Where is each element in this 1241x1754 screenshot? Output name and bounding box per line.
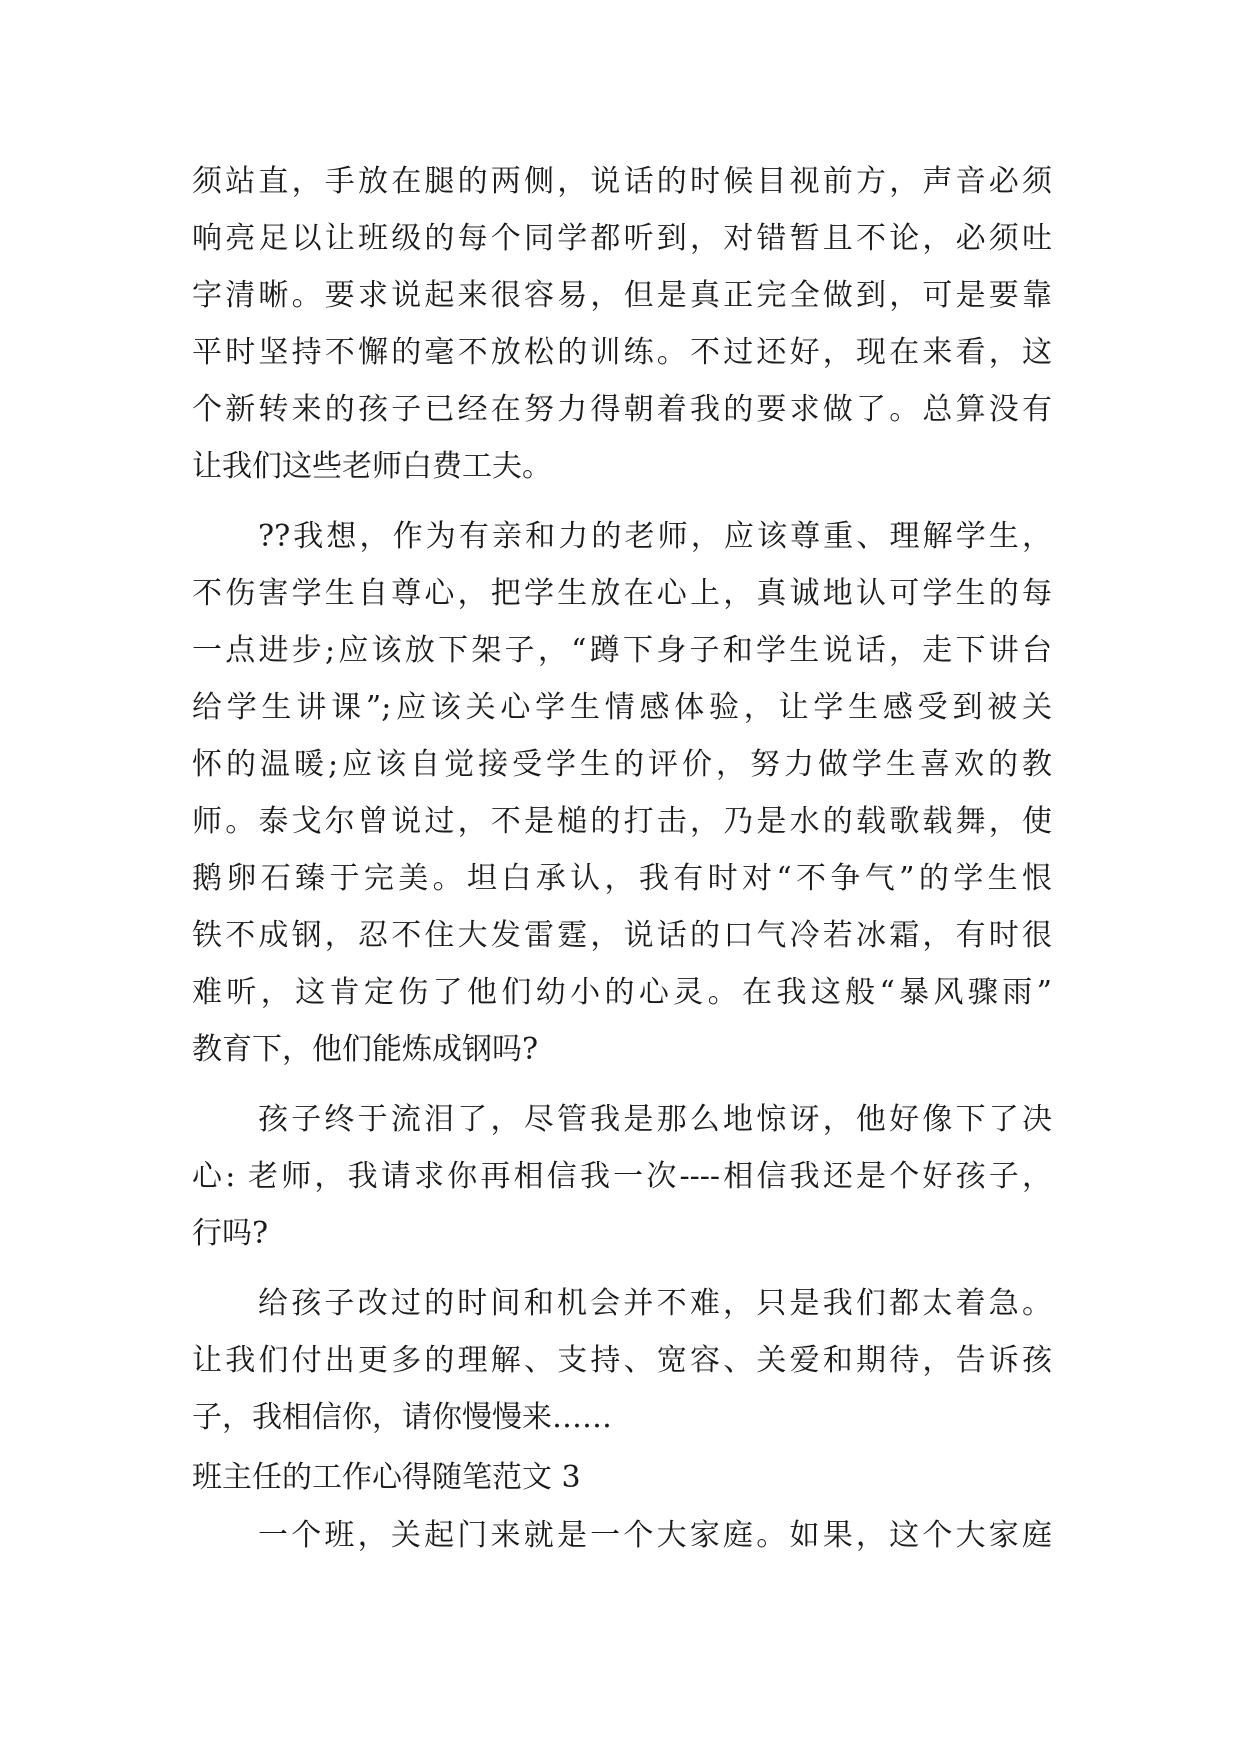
paragraph-first-line: ??我想，作为有亲和力的老师，应该尊重、理解学生， (258, 519, 1052, 554)
text-line: 难听，这肯定伤了他们幼小的心灵。在我这般“暴风骤雨” (192, 975, 1052, 1010)
text-line: 心: 老师，我请求你再相信我一次----相信我还是个好孩子， (192, 1159, 1052, 1194)
text-line: 须站直，手放在腿的两侧，说话的时候目视前方，声音必须 (192, 164, 1052, 199)
text-line: 铁不成钢，忍不住大发雷霆，说话的口气冷若冰霜，有时很 (192, 918, 1052, 953)
text-line: 行吗? (192, 1216, 269, 1251)
text-line: 子，我相信你，请你慢慢来…… (192, 1400, 612, 1435)
text-line: 不伤害学生自尊心，把学生放在心上，真诚地认可学生的每 (192, 576, 1052, 611)
text-line: 鹅卵石臻于完美。坦白承认，我有时对“不争气”的学生恨 (192, 861, 1052, 896)
text-line: 教育下，他们能炼成钢吗? (192, 1032, 539, 1067)
text-line: 给学生讲课”;应该关心学生情感体验，让学生感受到被关 (192, 690, 1052, 725)
text-line: 个新转来的孩子已经在努力得朝着我的要求做了。总算没有 (192, 392, 1052, 427)
text-line: 字清晰。要求说起来很容易，但是真正完全做到，可是要靠 (192, 278, 1052, 313)
section-heading: 班主任的工作心得随笔范文 3 (192, 1460, 581, 1495)
text-line: 让我们付出更多的理解、支持、宽容、关爱和期待，告诉孩 (192, 1343, 1052, 1378)
text-line: 怀的温暖;应该自觉接受学生的评价，努力做学生喜欢的教 (192, 747, 1052, 782)
paragraph-first-line: 给孩子改过的时间和机会并不难，只是我们都太着急。 (258, 1286, 1052, 1321)
paragraph-first-line: 一个班，关起门来就是一个大家庭。如果，这个大家庭 (258, 1518, 1052, 1553)
text-line: 一点进步;应该放下架子，“蹲下身子和学生说话，走下讲台 (192, 633, 1052, 668)
text-line: 响亮足以让班级的每个同学都听到，对错暂且不论，必须吐 (192, 221, 1052, 256)
paragraph-first-line: 孩子终于流泪了，尽管我是那么地惊讶，他好像下了决 (258, 1102, 1052, 1137)
text-line: 平时坚持不懈的毫不放松的训练。不过还好，现在来看，这 (192, 335, 1052, 370)
text-line: 让我们这些老师白费工夫。 (192, 449, 552, 484)
text-line: 师。泰戈尔曾说过，不是槌的打击，乃是水的载歌载舞，使 (192, 804, 1052, 839)
